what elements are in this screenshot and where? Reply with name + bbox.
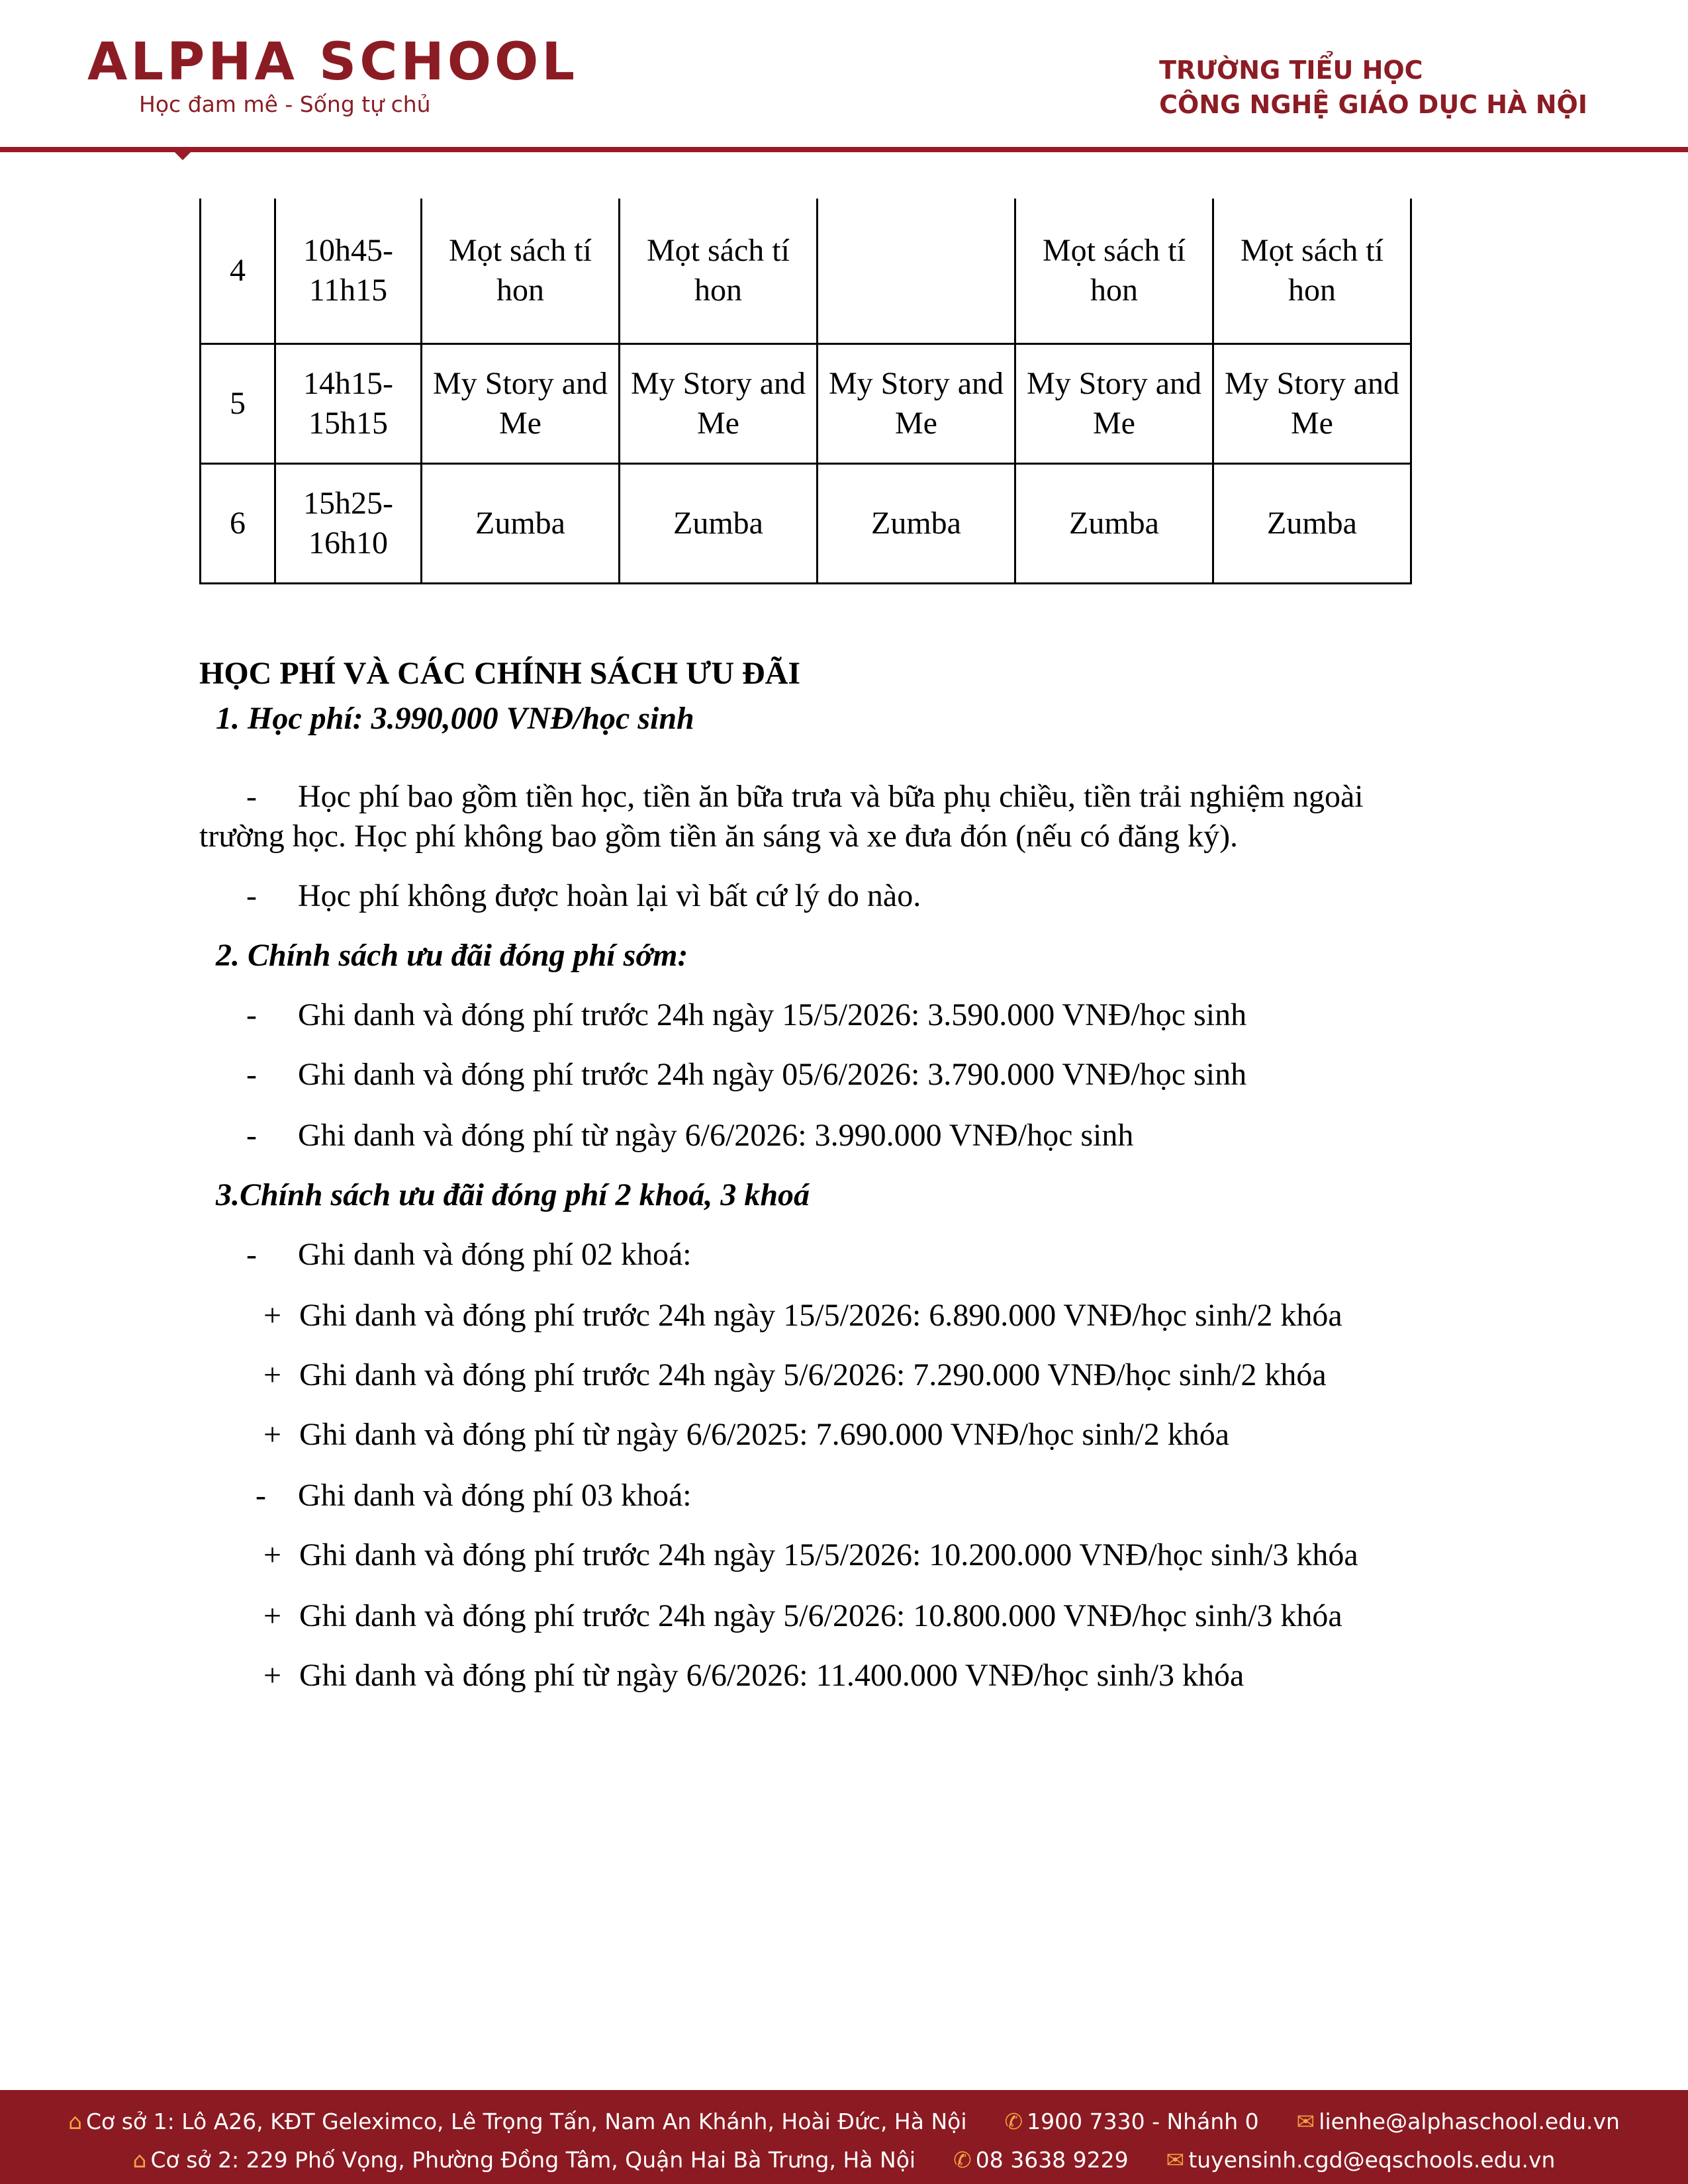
home-icon: ⌂ [132,2147,147,2173]
table-cell: My Story and Me [818,344,1015,464]
heading-early-payment: 2. Chính sách ưu đãi đóng phí sớm: [216,938,688,973]
tuition-includes-line2: trường học. Học phí không bao gồm tiền ăn sáng và xe đưa đón (nếu có đăng ký). [199,819,1239,854]
table-cell: My Story and Me [422,344,620,464]
three-course-item: Ghi danh và đóng phí trước 24h ngày 15/5/2026: 10.200.000 VNĐ/học sinh/3 khóa [299,1537,1358,1572]
table-cell: Mọt sách tí hon [1213,199,1411,344]
footer-email-1[interactable]: lienhe@alphaschool.edu.vn [1319,2109,1620,2134]
bullet-plus: + [263,1298,282,1333]
school-slogan: Học đam mê - Sống tự chủ [139,91,431,117]
early-item: Ghi danh và đóng phí từ ngày 6/6/2026: 3.990.000 VNĐ/học sinh [298,1118,1134,1153]
bullet-dash: - [246,997,257,1032]
header-divider [0,147,1688,152]
heading-tuition: 1. Học phí: 3.990,000 VNĐ/học sinh [216,701,694,736]
two-course-item: Ghi danh và đóng phí từ ngày 6/6/2025: 7.690.000 VNĐ/học sinh/2 khóa [299,1417,1230,1452]
bullet-plus: + [263,1598,282,1633]
two-course-item: Ghi danh và đóng phí trước 24h ngày 15/5/2026: 6.890.000 VNĐ/học sinh/2 khóa [299,1298,1342,1333]
three-course-item: Ghi danh và đóng phí trước 24h ngày 5/6/2026: 10.800.000 VNĐ/học sinh/3 khóa [299,1598,1342,1633]
early-item: Ghi danh và đóng phí trước 24h ngày 15/5/2026: 3.590.000 VNĐ/học sinh [298,997,1247,1032]
three-course-title: Ghi danh và đóng phí 03 khoá: [298,1478,692,1513]
bullet-plus: + [263,1658,282,1693]
early-item: Ghi danh và đóng phí trước 24h ngày 05/6/2026: 3.790.000 VNĐ/học sinh [298,1057,1247,1092]
three-course-item: Ghi danh và đóng phí từ ngày 6/6/2026: 11.400.000 VNĐ/học sinh/3 khóa [299,1658,1244,1693]
bullet-dash: - [256,1478,266,1513]
home-icon: ⌂ [68,2109,83,2134]
mail-icon: ✉ [1166,2147,1185,2173]
school-name [1159,53,1587,122]
school-logo: ALPHA SCHOOL [87,32,579,92]
bullet-dash: - [246,878,257,913]
tuition-nonrefundable: Học phí không được hoàn lại vì bất cứ lý do nào. [298,878,921,913]
table-cell-empty [818,199,1015,344]
table-cell: My Story and Me [1015,344,1213,464]
header-divider-notch [173,151,192,160]
heading-multi-course: 3.Chính sách ưu đãi đóng phí 2 khoá, 3 khoá [216,1177,810,1212]
bullet-dash: - [246,779,257,814]
phone-icon: ✆ [1004,2109,1023,2134]
table-cell: Mọt sách tí hon [1015,199,1213,344]
footer-line-2 [0,2147,1688,2173]
tuition-includes-line1: Học phí bao gồm tiền học, tiền ăn bữa trưa và bữa phụ chiều, tiền trải nghiệm ngoài [298,779,1364,814]
footer-email-2[interactable]: tuyensinh.cgd@eqschools.edu.vn [1188,2147,1556,2173]
page-footer [0,2090,1688,2184]
footer-line-1 [0,2109,1688,2134]
bullet-plus: + [263,1417,282,1452]
table-cell: My Story and Me [1213,344,1411,464]
table-cell: My Story and Me [620,344,818,464]
section-title: HỌC PHÍ VÀ CÁC CHÍNH SÁCH ƯU ĐÃI [199,656,801,691]
table-cell: Zumba [620,464,818,584]
table-cell: Zumba [818,464,1015,584]
bullet-plus: + [263,1357,282,1392]
table-cell: Zumba [422,464,620,584]
schedule-table [199,199,1412,584]
period-time: 10h45- 11h15 [275,199,422,344]
school-name-line2: CÔNG NGHỆ GIÁO DỤC HÀ NỘI [1159,90,1587,119]
two-course-item: Ghi danh và đóng phí trước 24h ngày 5/6/2026: 7.290.000 VNĐ/học sinh/2 khóa [299,1357,1327,1392]
footer-campus-1: Cơ sở 1: Lô A26, KĐT Geleximco, Lê Trọng Tấn, Nam An Khánh, Hoài Đức, Hà Nội [86,2109,967,2134]
table-cell: Zumba [1213,464,1411,584]
table-cell: Mọt sách tí hon [620,199,818,344]
mail-icon: ✉ [1296,2109,1315,2134]
table-cell: Zumba [1015,464,1213,584]
bullet-dash: - [246,1057,257,1092]
period-number: 4 [201,199,275,344]
period-time: 15h25- 16h10 [275,464,422,584]
period-number: 6 [201,464,275,584]
bullet-dash: - [246,1118,257,1153]
two-course-title: Ghi danh và đóng phí 02 khoá: [298,1237,692,1272]
footer-phone-1[interactable]: 1900 7330 - Nhánh 0 [1027,2109,1259,2134]
period-number: 5 [201,344,275,464]
school-name-line1: TRƯỜNG TIỂU HỌC [1159,56,1423,85]
footer-campus-2: Cơ sở 2: 229 Phố Vọng, Phường Đồng Tâm, Quận Hai Bà Trưng, Hà Nội [150,2147,916,2173]
table-row [201,344,1411,464]
page-header [0,0,1688,159]
footer-phone-2[interactable]: 08 3638 9229 [975,2147,1129,2173]
bullet-plus: + [263,1537,282,1572]
phone-icon: ✆ [953,2147,972,2173]
period-time: 14h15- 15h15 [275,344,422,464]
table-cell: Mọt sách tí hon [422,199,620,344]
table-row [201,464,1411,584]
table-row [201,199,1411,344]
bullet-dash: - [246,1237,257,1272]
